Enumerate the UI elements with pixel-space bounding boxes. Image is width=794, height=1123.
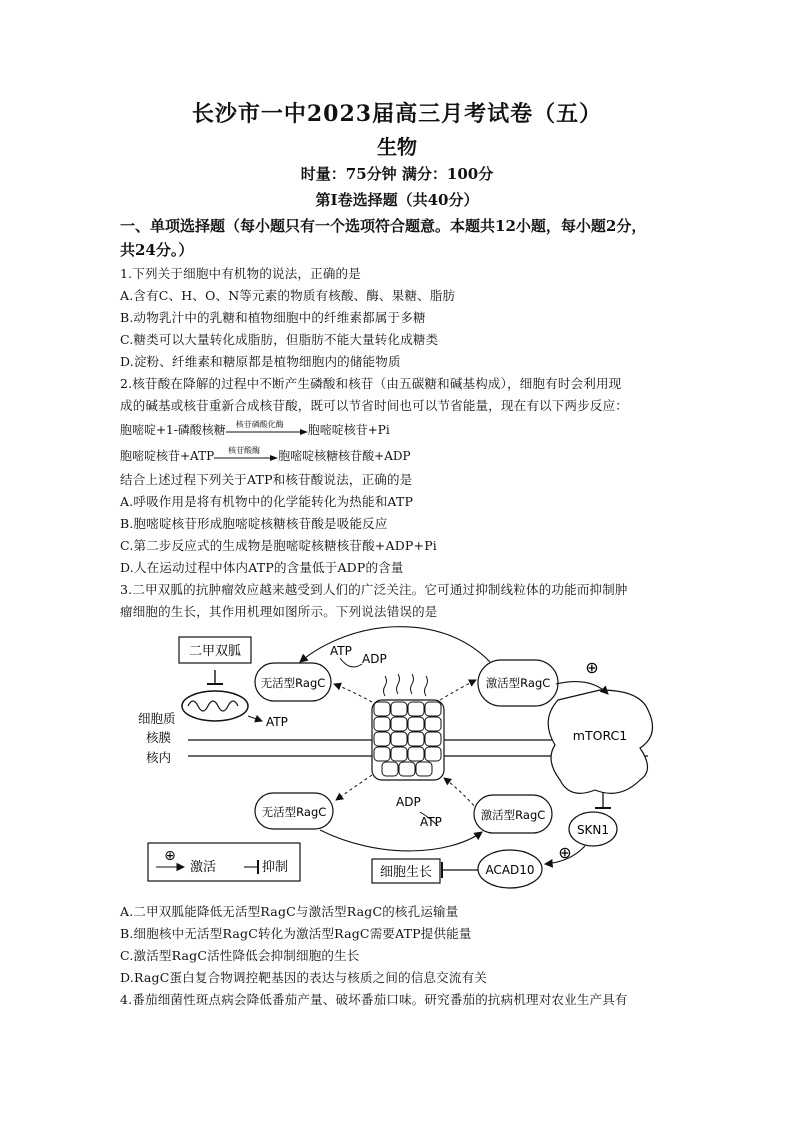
q2-stem-line-2: 成的碱基或核苷重新合成核苷酸，既可以节省时间也可以节省能量，现在有以下两步反应： (120, 398, 629, 413)
q2-option-b: B.胞嘧啶核苷形成胞嘧啶核糖核苷酸是吸能反应 (120, 516, 388, 531)
active-ragc-top-label: 激活型RagC (485, 676, 551, 690)
legend-plus-icon: ⊕ (164, 848, 176, 864)
adp-bottom-label: ADP (396, 795, 421, 809)
mitochondrion-icon (182, 691, 248, 721)
q3-stem-line-2: 瘤细胞的生长，其作用机理如图所示。下列说法错误的是 (120, 604, 438, 619)
page-title: 长沙市一中2023届高三月考试卷（五） (191, 101, 603, 127)
instruction-line-1: 一、单项选择题（每小题只有一个选项符合题意。本题共12小题，每小题2分， (120, 217, 647, 235)
nuclear-pore-icon (372, 674, 444, 780)
atp-top-label: ATP (330, 644, 352, 658)
q3-option-b: B.细胞核中无活型RagC转化为激活型RagC需要ATP提供能量 (120, 926, 472, 941)
q2-stem-line-3: 结合上述过程下列关于ATP和核苷酸说法，正确的是 (120, 472, 413, 487)
q3-option-a: A.二甲双胍能降低无活型RagC与激活型RagC的核孔运输量 (120, 904, 459, 919)
atp-mito-label: ATP (266, 715, 288, 729)
atp-bottom-label: ATP (420, 815, 442, 829)
cytoplasm-label: 细胞质 (138, 711, 176, 726)
q2-option-a: A.呼吸作用是将有机物中的化学能转化为热能和ATP (120, 494, 414, 509)
inactive-ragc-bottom-label: 无活型RagC (261, 805, 327, 819)
plus-icon-acad10: ⊕ (558, 843, 572, 862)
q1-option-d: D.淀粉、纤维素和糖原都是植物细胞内的储能物质 (120, 354, 401, 369)
reaction-1-products: 胞嘧啶核苷+Pi (307, 423, 390, 437)
reaction-1-reactants: 胞嘧啶+1-磷酸核糖 (120, 423, 226, 437)
nuclear-membrane-label: 核膜 (146, 730, 172, 745)
reaction-2-enzyme: 核苷酸酶 (228, 445, 261, 455)
adp-top-label: ADP (362, 652, 387, 666)
reaction-1-enzyme: 核苷磷酸化酶 (235, 419, 284, 429)
acad10-label: ACAD10 (485, 863, 535, 877)
reaction-2-reactants: 胞嘧啶核苷+ATP (120, 449, 215, 463)
subject-title: 生物 (377, 135, 417, 159)
q1-option-c: C.糖类可以大量转化成脂肪，但脂肪不能大量转化成糖类 (120, 332, 439, 347)
q1-stem: 1.下列关于细胞中有机物的说法，正确的是 (120, 266, 361, 281)
skn1-label: SKN1 (576, 823, 610, 837)
instruction-line-2: 共24分。） (120, 241, 194, 259)
q2-option-c: C.第二步反应式的生成物是胞嘧啶核糖核苷酸+ADP+Pi (120, 538, 438, 553)
mtorc1-label: mTORC1 (572, 728, 628, 743)
legend-inhibit-label: 抑制 (262, 860, 289, 875)
q3-option-c: C.激活型RagC活性降低会抑制细胞的生长 (120, 948, 360, 963)
legend-activate-label: 激活 (190, 860, 217, 875)
exam-meta: 时量：75分钟 满分：100分 (300, 165, 494, 183)
q4-stem-line-1: 4.番茄细菌性斑点病会降低番茄产量、破坏番茄口味。研究番茄的抗病机理对农业生产具有 (120, 992, 628, 1007)
active-ragc-bottom-label: 激活型RagC (480, 808, 546, 822)
q2-option-d: D.人在运动过程中体内ATP的含量低于ADP的含量 (120, 560, 404, 575)
q1-option-b: B.动物乳汁中的乳糖和植物细胞中的纤维素都属于多糖 (120, 310, 426, 325)
reaction-2-products: 胞嘧啶核糖核苷酸+ADP (278, 449, 411, 463)
section-title: 第Ⅰ卷选择题（共40分） (315, 191, 479, 209)
plus-icon-mtorc1: ⊕ (585, 658, 599, 677)
q3-option-d: D.RagC蛋白复合物调控靶基因的表达与核质之间的信息交流有关 (120, 970, 487, 985)
q2-stem-line-1: 2.核苷酸在降解的过程中不断产生磷酸和核苷（由五碳糖和碱基构成），细胞有时会利用现 (120, 376, 622, 391)
metformin-label: 二甲双胍 (188, 644, 242, 659)
inactive-ragc-top-label: 无活型RagC (260, 676, 326, 690)
q1-option-a: A.含有C、H、O、N等元素的物质有核酸、酶、果糖、脂肪 (120, 288, 456, 303)
nucleus-label: 核内 (146, 750, 172, 765)
q3-stem-line-1: 3.二甲双胍的抗肿瘤效应越来越受到人们的广泛关注。它可通过抑制线粒体的功能而抑制肿 (120, 582, 628, 597)
cell-growth-label: 细胞生长 (379, 865, 433, 880)
